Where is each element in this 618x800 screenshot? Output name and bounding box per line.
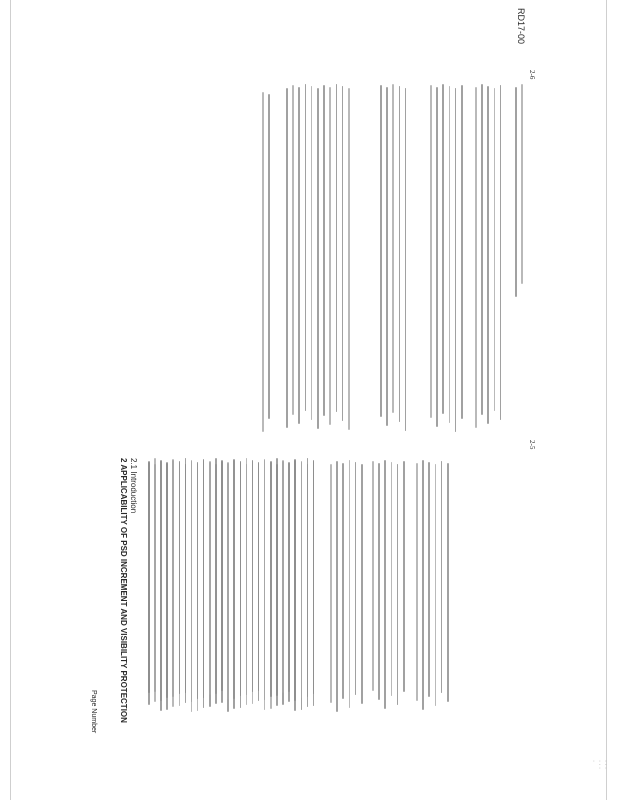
text-line bbox=[301, 461, 303, 698]
scan-edge-left bbox=[10, 0, 11, 800]
scan-artifact: · · · · · · · bbox=[590, 760, 608, 769]
text-line bbox=[215, 458, 217, 704]
text-line bbox=[288, 462, 290, 702]
text-line bbox=[172, 459, 174, 707]
text-line bbox=[416, 463, 418, 701]
document-id: RD17-00 bbox=[516, 8, 526, 45]
text-line bbox=[449, 86, 451, 423]
text-line bbox=[258, 462, 260, 701]
text-line bbox=[342, 463, 344, 699]
text-line bbox=[336, 84, 338, 412]
text-line bbox=[349, 460, 351, 708]
text-line bbox=[329, 87, 331, 425]
text-line bbox=[282, 460, 284, 693]
text-line bbox=[166, 462, 168, 698]
text-line bbox=[397, 464, 399, 705]
text-line bbox=[487, 86, 489, 424]
text-line bbox=[305, 84, 307, 411]
text-line bbox=[461, 85, 463, 419]
text-line bbox=[361, 464, 363, 704]
text-line bbox=[323, 85, 325, 416]
text-line bbox=[270, 461, 272, 697]
text-line bbox=[391, 462, 393, 696]
text-line bbox=[399, 86, 401, 422]
text-line bbox=[227, 462, 229, 700]
right-page-number: 2-6 bbox=[528, 70, 536, 80]
text-line bbox=[179, 461, 181, 694]
text-line bbox=[307, 458, 309, 707]
text-line bbox=[475, 87, 477, 428]
text-line bbox=[154, 458, 156, 702]
text-line bbox=[160, 460, 162, 711]
text-line bbox=[221, 460, 223, 691]
text-line bbox=[372, 461, 374, 691]
text-line bbox=[336, 461, 338, 712]
text-line bbox=[430, 85, 432, 418]
text-line bbox=[447, 463, 449, 702]
footer-text: Page Number bbox=[90, 690, 97, 734]
text-line bbox=[348, 88, 350, 430]
text-line bbox=[298, 87, 300, 424]
text-line bbox=[436, 87, 438, 427]
text-line bbox=[276, 458, 278, 706]
text-line bbox=[392, 84, 394, 413]
text-line bbox=[191, 460, 193, 712]
text-line bbox=[380, 85, 382, 417]
left-page-number: 2-5 bbox=[528, 440, 536, 450]
text-line bbox=[294, 459, 296, 711]
text-line bbox=[441, 461, 443, 693]
text-line bbox=[262, 92, 264, 432]
text-line bbox=[268, 94, 270, 419]
section-heading: 2 APPLICABILITY OF PSD INCREMENT AND VISIBILITY PROTECTION bbox=[119, 458, 128, 723]
text-line bbox=[521, 84, 523, 284]
text-line bbox=[313, 460, 315, 694]
text-line bbox=[292, 85, 294, 415]
text-line bbox=[233, 459, 235, 709]
text-line bbox=[148, 461, 150, 693]
text-line bbox=[330, 464, 332, 703]
text-line bbox=[405, 88, 407, 431]
text-line bbox=[264, 459, 266, 710]
text-line bbox=[311, 86, 313, 420]
text-line bbox=[515, 87, 517, 297]
text-line bbox=[422, 460, 424, 710]
text-line bbox=[342, 86, 344, 421]
text-line bbox=[378, 463, 380, 700]
text-line bbox=[252, 460, 254, 692]
text-line bbox=[209, 461, 211, 695]
text-line bbox=[403, 461, 405, 692]
subsection-heading: 2.1 Introduction bbox=[129, 458, 138, 514]
text-line bbox=[500, 85, 502, 420]
text-line bbox=[494, 88, 496, 411]
text-line bbox=[384, 460, 386, 709]
text-line bbox=[317, 88, 319, 429]
text-line bbox=[455, 88, 457, 432]
text-line bbox=[203, 459, 205, 708]
text-line bbox=[185, 458, 187, 703]
text-line bbox=[355, 462, 357, 695]
text-line bbox=[246, 458, 248, 705]
scan-edge-right bbox=[606, 0, 607, 800]
text-line bbox=[197, 462, 199, 699]
text-line bbox=[442, 84, 444, 414]
text-line bbox=[435, 464, 437, 706]
text-line bbox=[286, 88, 288, 428]
text-line bbox=[386, 87, 388, 426]
text-line bbox=[428, 462, 430, 697]
text-line bbox=[481, 84, 483, 415]
text-line bbox=[240, 461, 242, 696]
